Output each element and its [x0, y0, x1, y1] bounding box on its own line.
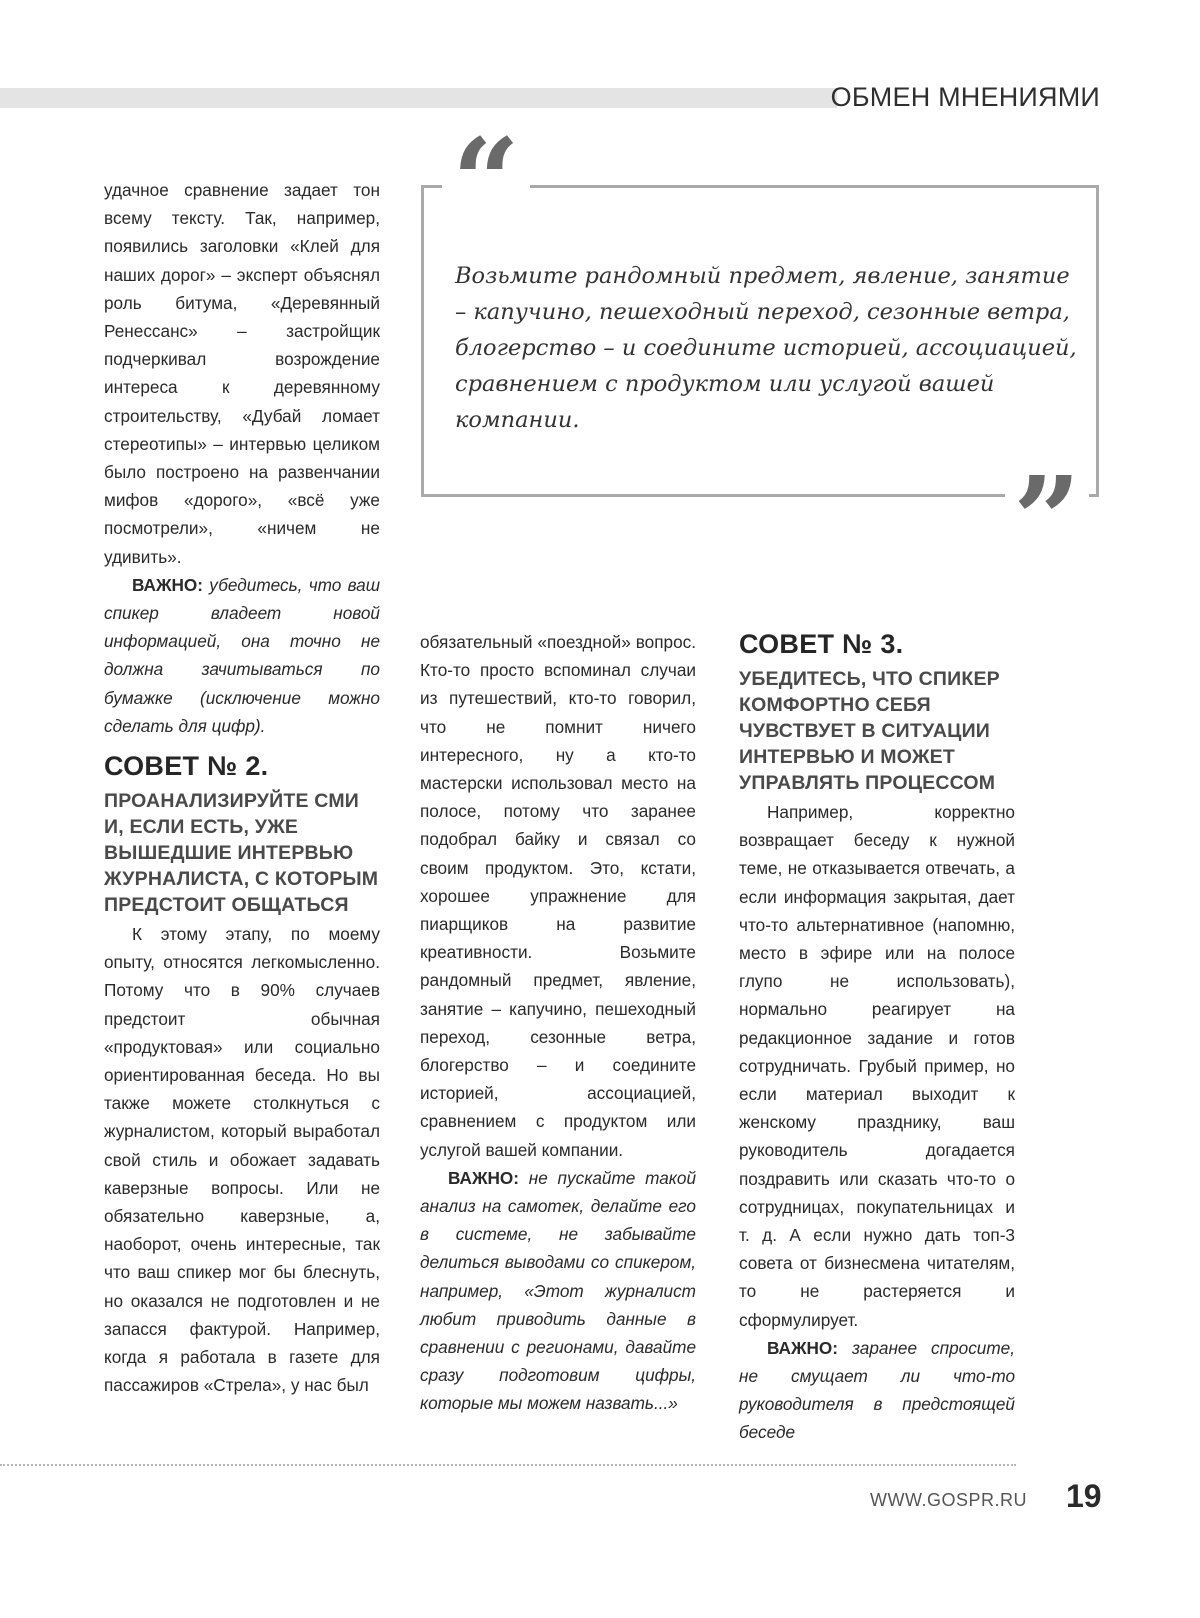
- section-title: ОБМЕН МНЕНИЯМИ: [830, 82, 1100, 112]
- important-note: [104, 571, 380, 740]
- footer-url[interactable]: WWW.GOSPR.RU: [870, 1490, 1027, 1510]
- column-1-bottom: [104, 750, 380, 1399]
- column-3: [739, 628, 1015, 1447]
- sovet-2-title: СОВЕТ № 2.: [104, 751, 269, 781]
- paragraph: обязательный «поездной» вопрос. Кто-то просто вспоминал случаи из путешествий, кто-то говорил, что не помнит ничего интересного, ну а кто-то мастерски использовал место на полосе, потому что заранее подобрал байку и связал со своим продуктом. Это, кстати, хорошее упражнение для пиарщиков на развитие креативности. Возьмите рандомный предмет, явление, занятие – капучино, пешеходный переход, сезонные ветра, блогерство – и соедините историей, ассоциацией, сравнением с продуктом или услугой вашей компании.: [420, 632, 696, 1160]
- important-label: ВАЖНО:: [132, 574, 204, 595]
- important-note: [739, 1334, 1015, 1447]
- column-2: [420, 628, 696, 1418]
- important-text: заранее спросите, не смущает ли что-то руководителя в предстоящей беседе: [739, 1337, 1015, 1443]
- paragraph: Например, корректно возвращает беседу к нужной теме, не отказывается отвечать, а если информация закрытая, дает что-то альтернативное (напомню, место в эфире или на полосе глупо не использовать), нормально реагирует на редакционное задание и готов сотрудничать. Грубый пример, но если материал выходит к женскому празднику, ваш руководитель догадается поздравить или сказать что-то о сотрудницах, покупательницах и т. д. А если нужно дать топ-3 совета от бизнесмена читателям, то не растеряется и сформулирует.: [739, 802, 1015, 1330]
- paragraph: К этому этапу, по моему опыту, относятся легкомысленно. Потому что в 90% случаев предстоит обычная «продуктовая» или социально ориентированная беседа. Но вы также можете столкнуться с журналистом, который выработал свой стиль и обожает задавать каверзные вопросы. Или не обязательно каверзные, а, наоборот, очень интересные, так что ваш спикер мог бы блеснуть, но оказался не подготовлен и не запасся фактурой. Например, когда я работала в газете для пассажиров «Стрела», у нас был: [104, 924, 380, 1396]
- sovet-3-title: СОВЕТ № 3.: [739, 629, 904, 659]
- close-quote-mark: ”: [1005, 460, 1089, 544]
- open-quote-mark: “: [442, 122, 530, 204]
- footer-divider: [0, 1464, 1016, 1466]
- page-number: 19: [1066, 1478, 1102, 1514]
- important-label: ВАЖНО:: [448, 1167, 520, 1188]
- column-1-top: [104, 176, 380, 740]
- header-bar: [0, 88, 837, 108]
- sovet-3-subtitle: УБЕДИТЕСЬ, ЧТО СПИКЕР КОМФОРТНО СЕБЯ ЧУВСТВУЕТ В СИТУАЦИИ ИНТЕРВЬЮ И МОЖЕТ УПРАВЛЯТЬ ПРОЦЕССОМ: [739, 668, 1000, 794]
- important-text: убедитесь, что ваш спикер владеет новой информацией, она точно не должна зачитываться по бумажке (исключение можно сделать для цифр).: [104, 574, 380, 736]
- sovet-2-subtitle: ПРОАНАЛИЗИРУЙТЕ СМИ И, ЕСЛИ ЕСТЬ, УЖЕ ВЫШЕДШИЕ ИНТЕРВЬЮ ЖУРНАЛИСТА, С КОТОРЫМ ПРЕДСТОИТ ОБЩАТЬСЯ: [104, 790, 379, 916]
- pull-quote-text: Возьмите рандомный предмет, явление, занятие – капучино, пешеходный переход, сезонные ветра, блогерство – и соедините историей, ассоциацией, сравнением с продуктом или услугой вашей компании.: [455, 263, 1077, 433]
- important-text: не пускайте такой анализ на самотек, делайте его в системе, не забывайте делиться выводами со спикером, например, «Этот журналист любит приводить данные в сравнении с регионами, давайте сразу подготовим цифры, которые мы можем назвать...»: [420, 1167, 696, 1414]
- important-label: ВАЖНО:: [767, 1337, 839, 1358]
- important-note: [420, 1164, 696, 1418]
- paragraph: удачное сравнение задает тон всему тексту. Так, например, появились заголовки «Клей для наших дорог» – эксперт объяснял роль битума, «Деревянный Ренессанс» – застройщик подчеркивал возрождение интереса к деревянному строительству, «Дубай ломает стереотипы» – интервью целиком было построено на развенчании мифов «дорого», «всё уже посмотрели», «ничем не удивить».: [104, 180, 380, 567]
